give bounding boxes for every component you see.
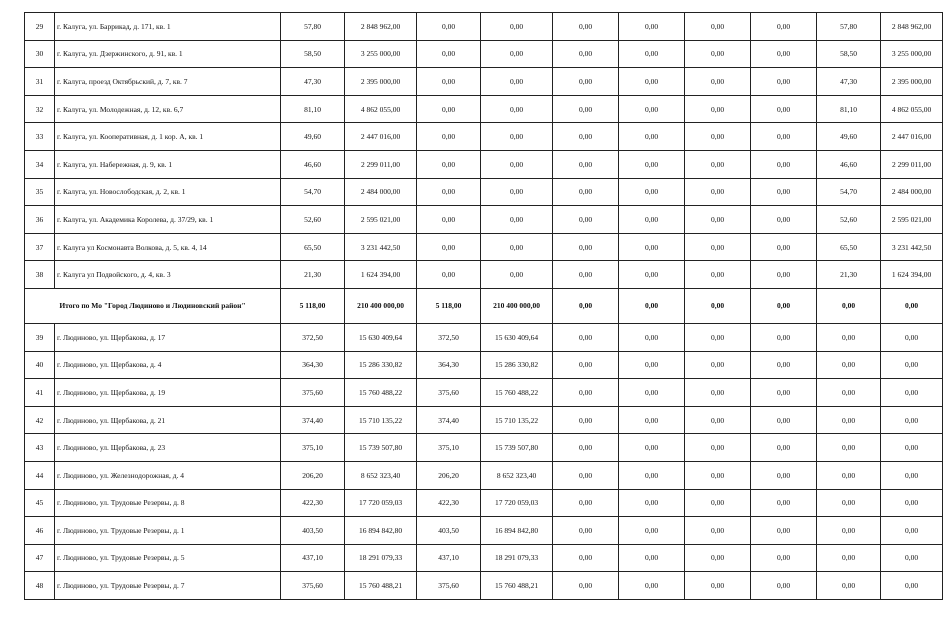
- value-cell-c5: 0,00: [553, 406, 619, 434]
- value-cell-c5: 0,00: [553, 150, 619, 178]
- value-cell-c6: 0,00: [619, 323, 685, 351]
- row-number: 31: [25, 68, 55, 96]
- address-cell: г. Калуга, ул. Академика Королева, д. 37/29, кв. 1: [55, 206, 281, 234]
- value-cell-c3: 422,30: [417, 489, 481, 517]
- value-cell-c9: 46,60: [817, 150, 881, 178]
- value-cell-c5: 0,00: [553, 461, 619, 489]
- value-cell-area: 81,10: [281, 95, 345, 123]
- value-cell-c8: 0,00: [751, 13, 817, 41]
- row-number: 48: [25, 572, 55, 600]
- address-cell: г. Калуга ул Космонавта Волкова, д. 5, кв. 4, 14: [55, 233, 281, 261]
- table-row: [25, 150, 943, 178]
- table-row: [25, 95, 943, 123]
- value-cell-area: 403,50: [281, 517, 345, 545]
- value-cell-c9: 58,50: [817, 40, 881, 68]
- value-cell-area: 374,40: [281, 406, 345, 434]
- value-cell-cost: 15 286 330,82: [345, 351, 417, 379]
- value-cell-c5: 0,00: [553, 572, 619, 600]
- value-cell-c7: 0,00: [685, 150, 751, 178]
- row-number: 45: [25, 489, 55, 517]
- address-cell: г. Людиново, ул. Щербакова, д. 17: [55, 323, 281, 351]
- value-cell-cost: 3 255 000,00: [345, 40, 417, 68]
- row-number: 42: [25, 406, 55, 434]
- table-row: [25, 206, 943, 234]
- value-cell-c9: 0,00: [817, 572, 881, 600]
- value-cell-c8: 0,00: [751, 206, 817, 234]
- address-cell: г. Калуга, ул. Молодежная, д. 12, кв. 6,7: [55, 95, 281, 123]
- total-value-c9: 0,00: [817, 288, 881, 323]
- value-cell-c5: 0,00: [553, 517, 619, 545]
- row-number: 29: [25, 13, 55, 41]
- address-cell: г. Людиново, ул. Трудовые Резервы, д. 8: [55, 489, 281, 517]
- value-cell-cost: 15 710 135,22: [345, 406, 417, 434]
- value-cell-c10: 0,00: [881, 461, 943, 489]
- value-cell-area: 206,20: [281, 461, 345, 489]
- value-cell-c5: 0,00: [553, 40, 619, 68]
- value-cell-c9: 0,00: [817, 351, 881, 379]
- total-value-c4: 210 400 000,00: [481, 288, 553, 323]
- value-cell-c3: 0,00: [417, 68, 481, 96]
- value-cell-c10: 2 848 962,00: [881, 13, 943, 41]
- row-number: 33: [25, 123, 55, 151]
- row-number: 47: [25, 544, 55, 572]
- value-cell-c4: 15 760 488,22: [481, 379, 553, 407]
- value-cell-c6: 0,00: [619, 461, 685, 489]
- total-value-cost: 210 400 000,00: [345, 288, 417, 323]
- total-value-c10: 0,00: [881, 288, 943, 323]
- value-cell-c9: 0,00: [817, 379, 881, 407]
- value-cell-c8: 0,00: [751, 261, 817, 289]
- value-cell-cost: 15 760 488,22: [345, 379, 417, 407]
- value-cell-c9: 0,00: [817, 323, 881, 351]
- address-cell: г. Людиново, ул. Щербакова, д. 23: [55, 434, 281, 462]
- value-cell-c3: 0,00: [417, 233, 481, 261]
- row-number: 44: [25, 461, 55, 489]
- row-number: 38: [25, 261, 55, 289]
- value-cell-c7: 0,00: [685, 379, 751, 407]
- row-number: 36: [25, 206, 55, 234]
- table-row: [25, 461, 943, 489]
- address-cell: г. Людиново, ул. Щербакова, д. 19: [55, 379, 281, 407]
- value-cell-area: 437,10: [281, 544, 345, 572]
- value-cell-c8: 0,00: [751, 351, 817, 379]
- value-cell-c7: 0,00: [685, 178, 751, 206]
- value-cell-cost: 2 848 962,00: [345, 13, 417, 41]
- value-cell-c3: 0,00: [417, 95, 481, 123]
- value-cell-c10: 0,00: [881, 351, 943, 379]
- housing-register-table: [24, 12, 943, 600]
- value-cell-c3: 0,00: [417, 206, 481, 234]
- value-cell-cost: 15 739 507,80: [345, 434, 417, 462]
- value-cell-c3: 206,20: [417, 461, 481, 489]
- value-cell-c4: 16 894 842,80: [481, 517, 553, 545]
- table-row: [25, 123, 943, 151]
- address-cell: г. Людиново, ул. Железнодорожная, д. 4: [55, 461, 281, 489]
- value-cell-c8: 0,00: [751, 406, 817, 434]
- value-cell-c4: 18 291 079,33: [481, 544, 553, 572]
- value-cell-c6: 0,00: [619, 40, 685, 68]
- value-cell-c8: 0,00: [751, 150, 817, 178]
- value-cell-c7: 0,00: [685, 434, 751, 462]
- total-row: [25, 288, 943, 323]
- value-cell-c9: 0,00: [817, 489, 881, 517]
- total-value-c7: 0,00: [685, 288, 751, 323]
- value-cell-c10: 2 299 011,00: [881, 150, 943, 178]
- value-cell-c8: 0,00: [751, 178, 817, 206]
- value-cell-c6: 0,00: [619, 68, 685, 96]
- value-cell-c6: 0,00: [619, 206, 685, 234]
- value-cell-c7: 0,00: [685, 572, 751, 600]
- row-number: 32: [25, 95, 55, 123]
- address-cell: г. Калуга, ул. Кооперативная, д. 1 кор. А, кв. 1: [55, 123, 281, 151]
- value-cell-c10: 0,00: [881, 544, 943, 572]
- value-cell-c6: 0,00: [619, 261, 685, 289]
- value-cell-c9: 0,00: [817, 461, 881, 489]
- value-cell-c5: 0,00: [553, 323, 619, 351]
- table-row: [25, 544, 943, 572]
- table-row: [25, 233, 943, 261]
- value-cell-c8: 0,00: [751, 323, 817, 351]
- value-cell-c6: 0,00: [619, 150, 685, 178]
- value-cell-c6: 0,00: [619, 544, 685, 572]
- value-cell-area: 375,60: [281, 379, 345, 407]
- value-cell-area: 49,60: [281, 123, 345, 151]
- value-cell-area: 47,30: [281, 68, 345, 96]
- value-cell-c6: 0,00: [619, 351, 685, 379]
- value-cell-c4: 15 760 488,21: [481, 572, 553, 600]
- table-row: [25, 434, 943, 462]
- value-cell-c6: 0,00: [619, 489, 685, 517]
- value-cell-c4: 0,00: [481, 95, 553, 123]
- table-row: [25, 489, 943, 517]
- table-row: [25, 68, 943, 96]
- value-cell-cost: 2 595 021,00: [345, 206, 417, 234]
- value-cell-c8: 0,00: [751, 379, 817, 407]
- value-cell-cost: 2 447 016,00: [345, 123, 417, 151]
- value-cell-c8: 0,00: [751, 572, 817, 600]
- value-cell-c5: 0,00: [553, 123, 619, 151]
- value-cell-c3: 375,10: [417, 434, 481, 462]
- value-cell-c3: 372,50: [417, 323, 481, 351]
- value-cell-c4: 0,00: [481, 123, 553, 151]
- value-cell-c4: 0,00: [481, 40, 553, 68]
- value-cell-c7: 0,00: [685, 40, 751, 68]
- value-cell-c8: 0,00: [751, 517, 817, 545]
- address-cell: г. Людиново, ул. Трудовые Резервы, д. 5: [55, 544, 281, 572]
- value-cell-c10: 4 862 055,00: [881, 95, 943, 123]
- value-cell-c8: 0,00: [751, 434, 817, 462]
- value-cell-c7: 0,00: [685, 261, 751, 289]
- value-cell-area: 372,50: [281, 323, 345, 351]
- value-cell-c9: 21,30: [817, 261, 881, 289]
- value-cell-c3: 0,00: [417, 123, 481, 151]
- row-number: 43: [25, 434, 55, 462]
- value-cell-c8: 0,00: [751, 95, 817, 123]
- table-row: [25, 406, 943, 434]
- value-cell-c6: 0,00: [619, 379, 685, 407]
- table-row: [25, 379, 943, 407]
- value-cell-cost: 2 484 000,00: [345, 178, 417, 206]
- value-cell-c10: 0,00: [881, 323, 943, 351]
- value-cell-c10: 0,00: [881, 379, 943, 407]
- value-cell-c10: 0,00: [881, 406, 943, 434]
- value-cell-c4: 0,00: [481, 178, 553, 206]
- value-cell-c5: 0,00: [553, 206, 619, 234]
- value-cell-cost: 15 760 488,21: [345, 572, 417, 600]
- value-cell-c5: 0,00: [553, 489, 619, 517]
- value-cell-c10: 2 395 000,00: [881, 68, 943, 96]
- value-cell-cost: 18 291 079,33: [345, 544, 417, 572]
- table-row: [25, 323, 943, 351]
- value-cell-c3: 374,40: [417, 406, 481, 434]
- value-cell-c4: 15 286 330,82: [481, 351, 553, 379]
- value-cell-c3: 0,00: [417, 178, 481, 206]
- value-cell-c9: 52,60: [817, 206, 881, 234]
- value-cell-area: 422,30: [281, 489, 345, 517]
- value-cell-c5: 0,00: [553, 13, 619, 41]
- value-cell-c6: 0,00: [619, 123, 685, 151]
- address-cell: г. Калуга, ул. Набережная, д. 9, кв. 1: [55, 150, 281, 178]
- value-cell-c3: 375,60: [417, 572, 481, 600]
- value-cell-c8: 0,00: [751, 68, 817, 96]
- value-cell-c6: 0,00: [619, 406, 685, 434]
- value-cell-c7: 0,00: [685, 95, 751, 123]
- value-cell-c4: 15 630 409,64: [481, 323, 553, 351]
- value-cell-c4: 0,00: [481, 68, 553, 96]
- value-cell-c7: 0,00: [685, 406, 751, 434]
- value-cell-cost: 16 894 842,80: [345, 517, 417, 545]
- value-cell-c7: 0,00: [685, 489, 751, 517]
- total-value-area: 5 118,00: [281, 288, 345, 323]
- value-cell-c9: 47,30: [817, 68, 881, 96]
- value-cell-c6: 0,00: [619, 13, 685, 41]
- value-cell-c6: 0,00: [619, 572, 685, 600]
- value-cell-c5: 0,00: [553, 434, 619, 462]
- value-cell-c6: 0,00: [619, 233, 685, 261]
- row-number: 34: [25, 150, 55, 178]
- value-cell-c5: 0,00: [553, 261, 619, 289]
- value-cell-area: 375,60: [281, 572, 345, 600]
- value-cell-c8: 0,00: [751, 40, 817, 68]
- value-cell-c9: 0,00: [817, 517, 881, 545]
- value-cell-area: 21,30: [281, 261, 345, 289]
- value-cell-area: 52,60: [281, 206, 345, 234]
- value-cell-c8: 0,00: [751, 544, 817, 572]
- value-cell-area: 375,10: [281, 434, 345, 462]
- value-cell-c4: 8 652 323,40: [481, 461, 553, 489]
- value-cell-c7: 0,00: [685, 461, 751, 489]
- total-label: Итого по Мо "Город Людиново и Людиновский район": [25, 288, 281, 323]
- value-cell-c6: 0,00: [619, 178, 685, 206]
- document-page: [24, 12, 932, 638]
- value-cell-c9: 81,10: [817, 95, 881, 123]
- value-cell-c9: 65,50: [817, 233, 881, 261]
- value-cell-c5: 0,00: [553, 95, 619, 123]
- value-cell-c3: 0,00: [417, 261, 481, 289]
- value-cell-c5: 0,00: [553, 544, 619, 572]
- value-cell-c10: 2 484 000,00: [881, 178, 943, 206]
- value-cell-c3: 375,60: [417, 379, 481, 407]
- value-cell-c7: 0,00: [685, 123, 751, 151]
- value-cell-c4: 0,00: [481, 150, 553, 178]
- row-number: 37: [25, 233, 55, 261]
- table-row: [25, 517, 943, 545]
- value-cell-c3: 0,00: [417, 150, 481, 178]
- address-cell: г. Калуга, ул. Новослободская, д. 2, кв. 1: [55, 178, 281, 206]
- value-cell-c4: 17 720 059,03: [481, 489, 553, 517]
- value-cell-c10: 1 624 394,00: [881, 261, 943, 289]
- address-cell: г. Людиново, ул. Щербакова, д. 4: [55, 351, 281, 379]
- value-cell-c4: 15 710 135,22: [481, 406, 553, 434]
- value-cell-c9: 49,60: [817, 123, 881, 151]
- value-cell-area: 58,50: [281, 40, 345, 68]
- value-cell-c7: 0,00: [685, 323, 751, 351]
- value-cell-c3: 403,50: [417, 517, 481, 545]
- address-cell: г. Калуга ул Подвойского, д. 4, кв. 3: [55, 261, 281, 289]
- value-cell-c5: 0,00: [553, 68, 619, 96]
- value-cell-area: 54,70: [281, 178, 345, 206]
- value-cell-c4: 15 739 507,80: [481, 434, 553, 462]
- value-cell-c10: 0,00: [881, 489, 943, 517]
- value-cell-c6: 0,00: [619, 434, 685, 462]
- value-cell-c10: 0,00: [881, 572, 943, 600]
- value-cell-c10: 3 231 442,50: [881, 233, 943, 261]
- row-number: 41: [25, 379, 55, 407]
- value-cell-c3: 364,30: [417, 351, 481, 379]
- value-cell-c4: 0,00: [481, 233, 553, 261]
- address-cell: г. Калуга, проезд Октябрьский, д. 7, кв. 7: [55, 68, 281, 96]
- total-value-c8: 0,00: [751, 288, 817, 323]
- row-number: 39: [25, 323, 55, 351]
- value-cell-c5: 0,00: [553, 379, 619, 407]
- value-cell-c7: 0,00: [685, 351, 751, 379]
- value-cell-c8: 0,00: [751, 461, 817, 489]
- value-cell-c5: 0,00: [553, 233, 619, 261]
- value-cell-c9: 0,00: [817, 544, 881, 572]
- value-cell-cost: 17 720 059,03: [345, 489, 417, 517]
- value-cell-c7: 0,00: [685, 68, 751, 96]
- value-cell-c5: 0,00: [553, 351, 619, 379]
- value-cell-area: 57,80: [281, 13, 345, 41]
- value-cell-c7: 0,00: [685, 206, 751, 234]
- value-cell-c10: 2 595 021,00: [881, 206, 943, 234]
- value-cell-c3: 437,10: [417, 544, 481, 572]
- value-cell-c8: 0,00: [751, 489, 817, 517]
- total-value-c6: 0,00: [619, 288, 685, 323]
- table-row: [25, 572, 943, 600]
- value-cell-c5: 0,00: [553, 178, 619, 206]
- address-cell: г. Людиново, ул. Трудовые Резервы, д. 1: [55, 517, 281, 545]
- value-cell-area: 65,50: [281, 233, 345, 261]
- value-cell-c6: 0,00: [619, 95, 685, 123]
- address-cell: г. Калуга, ул. Дзержинского, д. 91, кв. 1: [55, 40, 281, 68]
- table-body: [25, 13, 943, 600]
- address-cell: г. Калуга, ул. Баррикад, д. 171, кв. 1: [55, 13, 281, 41]
- value-cell-cost: 15 630 409,64: [345, 323, 417, 351]
- address-cell: г. Людиново, ул. Трудовые Резервы, д. 7: [55, 572, 281, 600]
- value-cell-c7: 0,00: [685, 233, 751, 261]
- value-cell-cost: 1 624 394,00: [345, 261, 417, 289]
- value-cell-cost: 4 862 055,00: [345, 95, 417, 123]
- row-number: 35: [25, 178, 55, 206]
- value-cell-c10: 0,00: [881, 434, 943, 462]
- total-value-c5: 0,00: [553, 288, 619, 323]
- table-row: [25, 40, 943, 68]
- value-cell-cost: 2 299 011,00: [345, 150, 417, 178]
- total-value-c3: 5 118,00: [417, 288, 481, 323]
- table-row: [25, 178, 943, 206]
- value-cell-c4: 0,00: [481, 13, 553, 41]
- value-cell-c9: 0,00: [817, 406, 881, 434]
- value-cell-c7: 0,00: [685, 13, 751, 41]
- value-cell-area: 364,30: [281, 351, 345, 379]
- row-number: 30: [25, 40, 55, 68]
- value-cell-c9: 57,80: [817, 13, 881, 41]
- value-cell-c3: 0,00: [417, 40, 481, 68]
- value-cell-c10: 3 255 000,00: [881, 40, 943, 68]
- value-cell-c10: 0,00: [881, 517, 943, 545]
- value-cell-c8: 0,00: [751, 123, 817, 151]
- value-cell-c9: 0,00: [817, 434, 881, 462]
- value-cell-c7: 0,00: [685, 544, 751, 572]
- value-cell-c9: 54,70: [817, 178, 881, 206]
- value-cell-area: 46,60: [281, 150, 345, 178]
- table-row: [25, 261, 943, 289]
- value-cell-c4: 0,00: [481, 206, 553, 234]
- address-cell: г. Людиново, ул. Щербакова, д. 21: [55, 406, 281, 434]
- table-row: [25, 13, 943, 41]
- value-cell-c7: 0,00: [685, 517, 751, 545]
- table-row: [25, 351, 943, 379]
- value-cell-c8: 0,00: [751, 233, 817, 261]
- value-cell-cost: 3 231 442,50: [345, 233, 417, 261]
- value-cell-c10: 2 447 016,00: [881, 123, 943, 151]
- value-cell-c3: 0,00: [417, 13, 481, 41]
- value-cell-c6: 0,00: [619, 517, 685, 545]
- row-number: 46: [25, 517, 55, 545]
- value-cell-cost: 8 652 323,40: [345, 461, 417, 489]
- value-cell-c4: 0,00: [481, 261, 553, 289]
- value-cell-cost: 2 395 000,00: [345, 68, 417, 96]
- row-number: 40: [25, 351, 55, 379]
